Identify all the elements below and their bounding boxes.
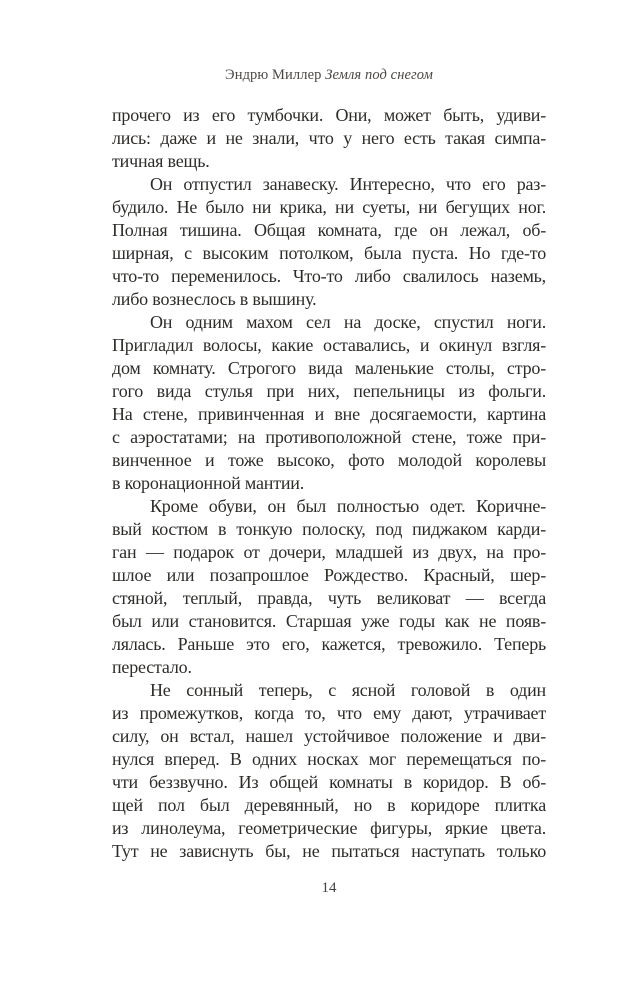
text-line: ширная, с высоким потолком, была пуста. Но где-то xyxy=(112,243,546,263)
text-line: Полная тишина. Общая комната, где он лежал, об- xyxy=(112,220,546,240)
text-line: был или становится. Старшая уже годы как не появ- xyxy=(112,611,546,631)
text-line: нулся вперед. В одних носках мог перемещаться по- xyxy=(112,749,546,769)
text-line: либо вознеслось в вышину. xyxy=(112,289,317,309)
text-line: Не сонный теперь, с ясной головой в один xyxy=(150,680,546,700)
text-line: будило. Не было ни крика, ни суеты, ни бегущих ног. xyxy=(112,197,546,217)
text-line: Кроме обуви, он был полностью одет. Коричне- xyxy=(150,496,546,516)
text-line: стяной, теплый, правда, чуть великоват — всегда xyxy=(112,588,546,608)
text-line: лялась. Раньше это его, кажется, тревожило. Теперь xyxy=(112,634,546,654)
text-line: прочего из его тумбочки. Они, может быть, удиви- xyxy=(112,105,546,125)
header-book-title: Земля под снегом xyxy=(325,67,433,83)
text-line: Он одним махом сел на доске, спустил ноги. xyxy=(150,312,546,332)
text-line: шлое или позапрошлое Рождество. Красный, шер- xyxy=(112,565,546,585)
text-line: На стене, привинченная и вне досягаемости, картина xyxy=(112,404,546,424)
text-line: винченное и тоже высоко, фото молодой королевы xyxy=(112,450,546,470)
text-line: ган — подарок от дочери, младшей из двух, на про- xyxy=(112,542,546,562)
text-line: тичная вещь. xyxy=(112,151,210,171)
text-line: силу, он встал, нашел устойчивое положение и дви- xyxy=(112,726,546,746)
text-line: из линолеума, геометрические фигуры, яркие цвета. xyxy=(112,818,546,838)
body-text xyxy=(112,104,546,863)
text-line: дом комнату. Строгого вида маленькие столы, стро- xyxy=(112,358,546,378)
text-line: Он отпустил занавеску. Интересно, что его раз- xyxy=(150,174,546,194)
text-line: щей пол был деревянный, но в коридоре плитка xyxy=(112,795,546,815)
text-line: Пригладил волосы, какие оставались, и окинул взгля- xyxy=(112,335,546,355)
text-line: из промежутков, когда то, что ему дают, утрачивает xyxy=(112,703,546,723)
text-line: чти беззвучно. Из общей комнаты в коридор. В об- xyxy=(112,772,546,792)
text-line: с аэростатами; на противоположной стене, тоже при- xyxy=(112,427,546,447)
running-header xyxy=(112,66,546,84)
text-line: лись: даже и не знали, что у него есть такая симпа- xyxy=(112,128,546,148)
text-line: перестало. xyxy=(112,657,192,677)
text-line: Тут не зависнуть бы, не пытаться наступать только xyxy=(112,841,546,861)
text-line: вый костюм в тонкую полоску, под пиджаком карди- xyxy=(112,519,546,539)
header-author: Эндрю Миллер xyxy=(225,67,322,83)
text-line: гого вида стулья при них, пепельницы из фольги. xyxy=(112,381,546,401)
text-line: что-то переменилось. Что-то либо свалилось наземь, xyxy=(112,266,546,286)
text-line: в коронационной мантии. xyxy=(112,473,305,493)
page-number: 14 xyxy=(321,880,337,896)
